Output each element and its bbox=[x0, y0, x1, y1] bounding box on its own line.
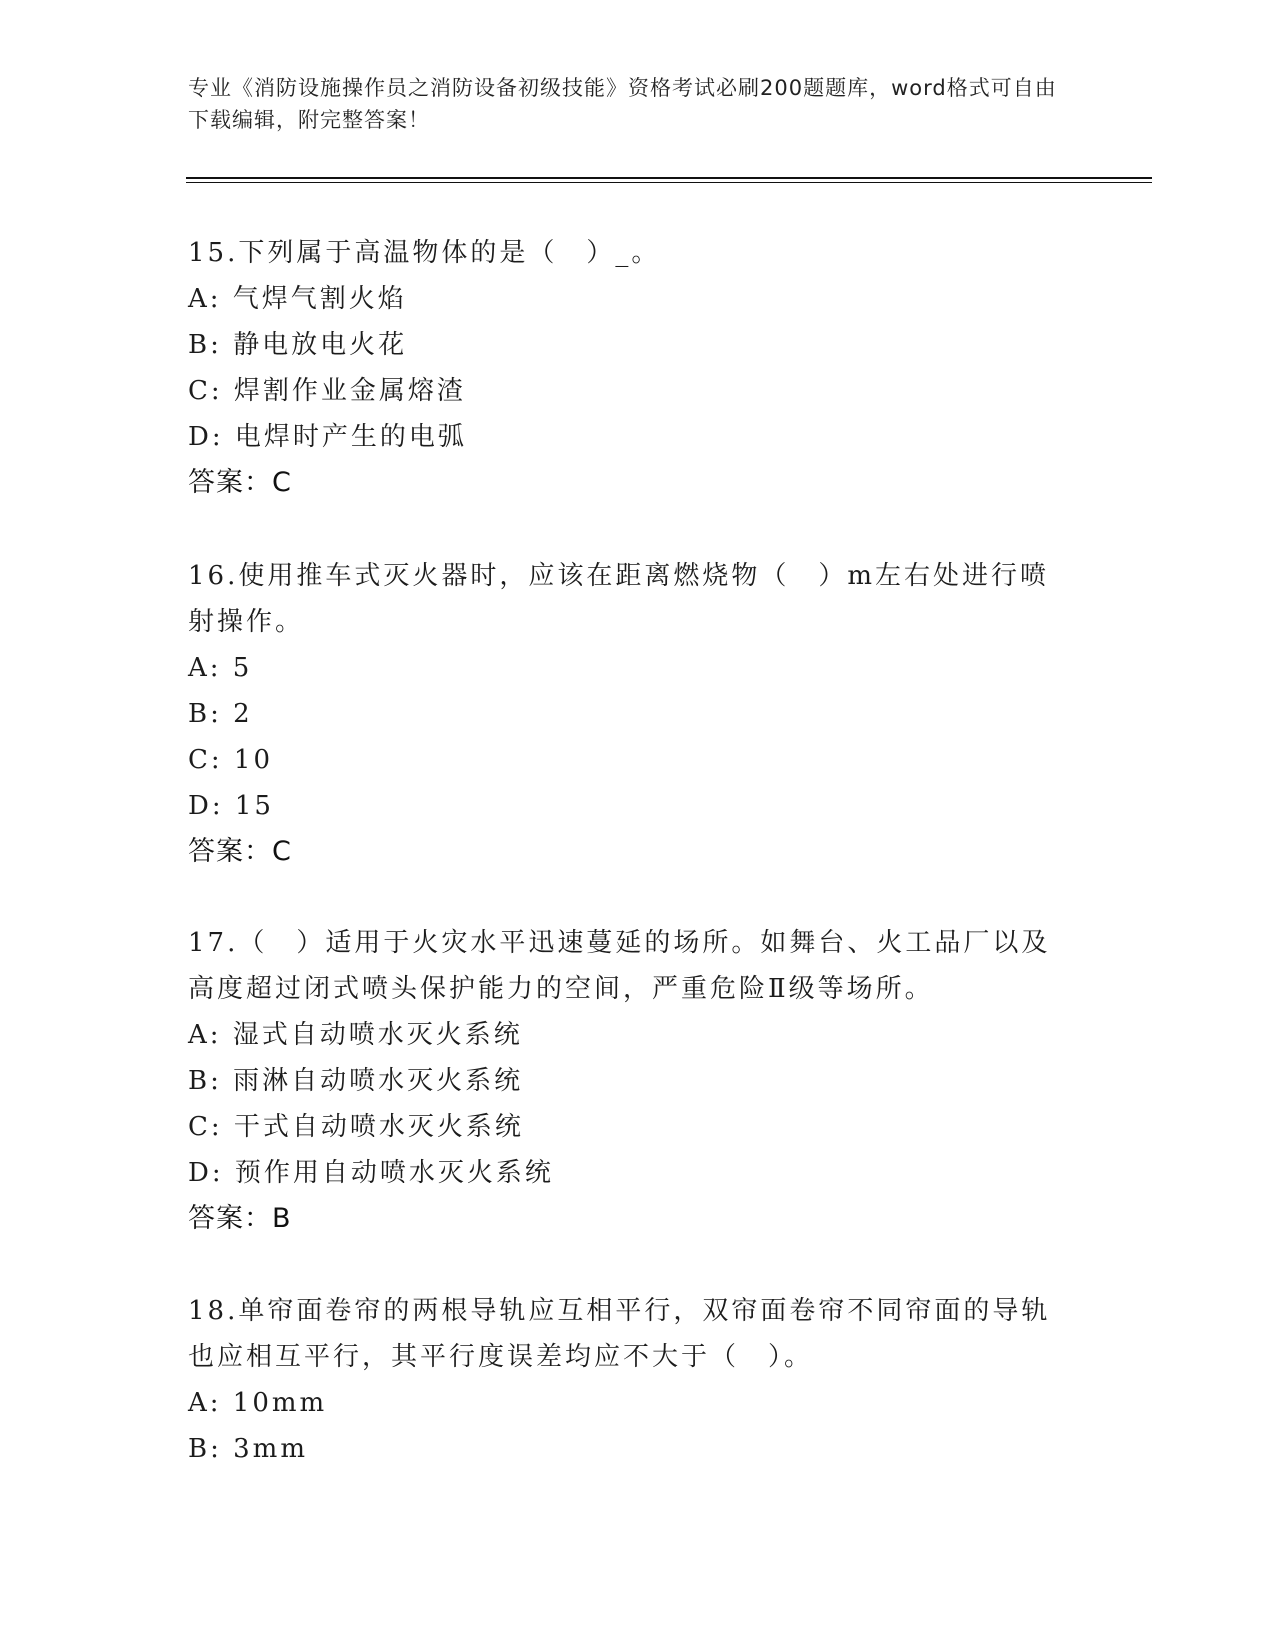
question-16 bbox=[188, 553, 1068, 875]
question-17 bbox=[188, 920, 1068, 1242]
document-header: 专业《消防设施操作员之消防设备初级技能》资格考试必刷200题题库，word格式可自由下载编辑，附完整答案！ bbox=[188, 76, 1057, 132]
option-c: C: 干式自动喷水灭火系统 bbox=[188, 1112, 524, 1142]
question-15 bbox=[188, 230, 1068, 506]
question-stem: 16.使用推车式灭火器时，应该在距离燃烧物（ ）m左右处进行喷射操作。 bbox=[188, 561, 1050, 637]
option-c: C: 10 bbox=[188, 745, 274, 775]
option-d: D: 电焊时产生的电弧 bbox=[188, 422, 467, 452]
option-b: B: 3mm bbox=[188, 1434, 308, 1464]
question-stem: 15.下列属于高温物体的是（ ）_。 bbox=[188, 238, 661, 268]
answer: 答案：B bbox=[188, 1203, 292, 1234]
option-a: A: 气焊气割火焰 bbox=[188, 284, 407, 314]
question-stem: 17.（ ）适用于火灾水平迅速蔓延的场所。如舞台、火工品厂以及高度超过闭式喷头保护能力的空间，严重危险Ⅱ级等场所。 bbox=[188, 928, 1051, 1004]
option-d: D: 预作用自动喷水灭火系统 bbox=[188, 1158, 554, 1188]
question-stem: 18.单帘面卷帘的两根导轨应互相平行，双帘面卷帘不同帘面的导轨也应相互平行，其平行度误差均应不大于（ ）。 bbox=[188, 1296, 1051, 1372]
option-a: A: 湿式自动喷水灭火系统 bbox=[188, 1020, 523, 1050]
option-d: D: 15 bbox=[188, 791, 274, 821]
option-b: B: 2 bbox=[188, 699, 253, 729]
answer: 答案：C bbox=[188, 836, 292, 867]
option-a: A: 10mm bbox=[188, 1388, 328, 1418]
option-b: B: 静电放电火花 bbox=[188, 330, 408, 360]
question-18 bbox=[188, 1288, 1068, 1472]
header-divider-thin bbox=[186, 182, 1152, 183]
option-b: B: 雨淋自动喷水灭火系统 bbox=[188, 1066, 524, 1096]
answer: 答案：C bbox=[188, 467, 292, 498]
header-divider-thick bbox=[186, 177, 1152, 179]
option-a: A: 5 bbox=[188, 653, 253, 683]
option-c: C: 焊割作业金属熔渣 bbox=[188, 376, 466, 406]
